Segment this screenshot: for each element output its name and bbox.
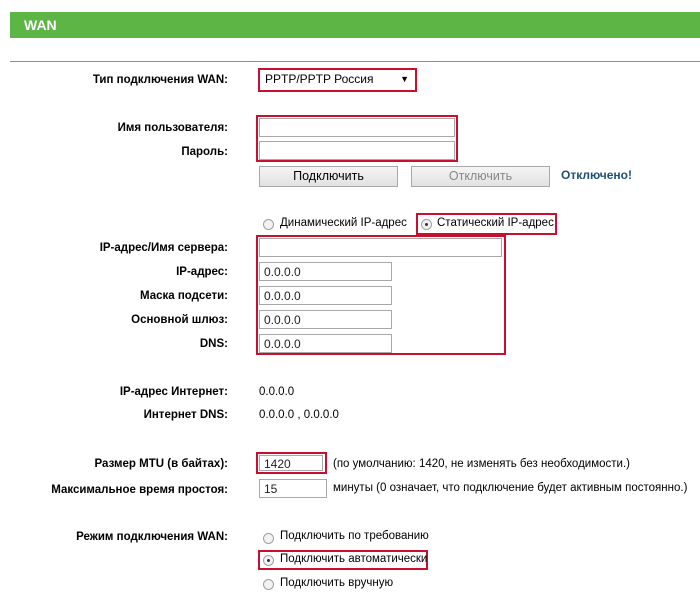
username-input[interactable] (259, 118, 455, 137)
mtu-hint: (по умолчанию: 1420, не изменять без необходимости.) (333, 458, 630, 470)
dropdown-arrow-icon: ▼ (400, 74, 409, 84)
disconnect-button[interactable]: Отключить (411, 166, 550, 187)
wan-mode-label: Режим подключения WAN: (76, 531, 228, 543)
dynamic-ip-radio[interactable] (263, 219, 274, 230)
dynamic-ip-label: Динамический IP-адрес (280, 217, 407, 229)
auto-label: Подключить автоматически (280, 553, 428, 565)
mtu-label: Размер MTU (в байтах): (94, 458, 228, 470)
static-ip-label: Статический IP-адрес (437, 217, 554, 229)
internet-ip-value: 0.0.0.0 (259, 386, 295, 398)
idle-label: Максимальное время простоя: (51, 484, 228, 496)
connection-type-value: PPTP/PPTP Россия (265, 72, 374, 86)
manual-radio[interactable] (263, 579, 274, 590)
manual-label: Подключить вручную (280, 577, 394, 589)
header-bar (10, 12, 700, 38)
static-ip-radio[interactable] (421, 219, 432, 230)
dns-input[interactable]: 0.0.0.0 (259, 334, 392, 353)
header-divider (10, 61, 700, 62)
server-label: IP-адрес/Имя сервера: (99, 242, 228, 254)
username-label: Имя пользователя: (117, 122, 228, 134)
auto-radio[interactable] (263, 555, 274, 566)
mask-input[interactable]: 0.0.0.0 (259, 286, 392, 305)
gateway-input[interactable]: 0.0.0.0 (259, 310, 392, 329)
internet-dns-value: 0.0.0.0 , 0.0.0.0 (259, 409, 339, 421)
internet-dns-label: Интернет DNS: (143, 409, 228, 421)
page-title: WAN (24, 17, 57, 33)
mtu-input[interactable]: 1420 (259, 455, 323, 471)
password-input[interactable] (259, 141, 455, 160)
idle-input[interactable]: 15 (259, 479, 327, 498)
connection-type-select[interactable] (261, 71, 413, 89)
on-demand-label: Подключить по требованию (280, 530, 429, 542)
connection-status: Отключено! (561, 168, 632, 182)
mask-label: Маска подсети: (140, 290, 228, 302)
connect-button[interactable]: Подключить (259, 166, 398, 187)
server-input[interactable] (259, 238, 502, 257)
ip-label: IP-адрес: (176, 266, 228, 278)
idle-hint: минуты (0 означает, что подключение будет активным постоянно.) (333, 482, 688, 494)
ip-input[interactable]: 0.0.0.0 (259, 262, 392, 281)
on-demand-radio[interactable] (263, 533, 274, 544)
dns-label: DNS: (199, 338, 228, 350)
gateway-label: Основной шлюз: (131, 314, 228, 326)
internet-ip-label: IP-адрес Интернет: (119, 386, 228, 398)
password-label: Пароль: (181, 146, 228, 158)
connection-type-label: Тип подключения WAN: (92, 74, 228, 86)
